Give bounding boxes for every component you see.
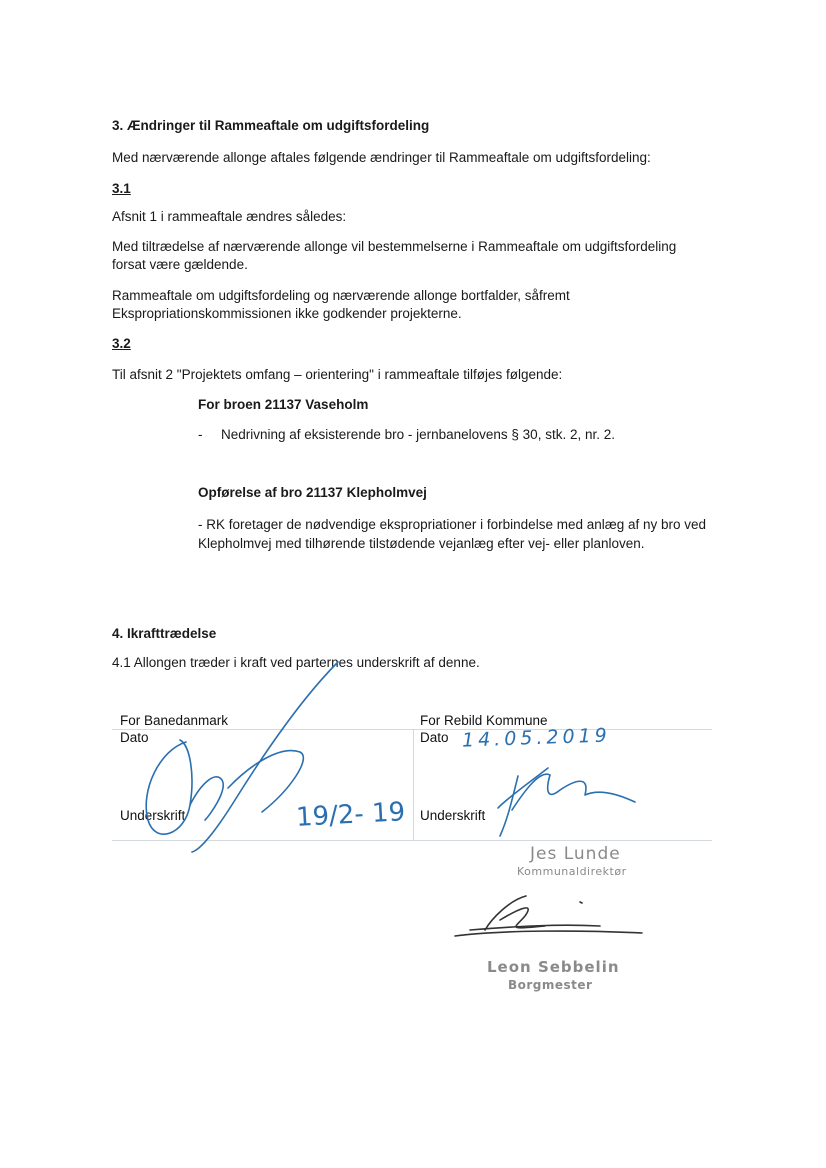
item-2-line1: - RK foretager de nødvendige ekspropriationer i forbindelse med anlæg af ny bro ved — [198, 517, 707, 532]
section-3-intro: Med nærværende allonge aftales følgende ændringer til Rammeaftale om udgiftsfordeling: — [112, 150, 651, 165]
borgmester-signature — [455, 896, 642, 936]
item-1-text: Nedrivning af eksisterende bro - jernbanelovens § 30, stk. 2, nr. 2. — [221, 427, 615, 442]
subsection-3-2-line: Til afsnit 2 "Projektets omfang – orientering" i rammeaftale tilføjes følgende: — [112, 367, 563, 382]
item-2-heading: Opførelse af bro 21137 Klepholmvej — [198, 485, 427, 500]
section-4-heading: 4. Ikrafttrædelse — [112, 626, 217, 641]
stamp-2-title: Borgmester — [508, 978, 593, 992]
subsection-3-2-label: 3.2 — [112, 336, 131, 351]
banedanmark-signature — [146, 662, 338, 852]
stamp-1-name: Jes Lunde — [530, 844, 621, 864]
subsection-3-1-para2-line1: Rammeaftale om udgiftsfordeling og nærværende allonge bortfalder, såfremt — [112, 288, 570, 303]
left-party-label: For Banedanmark — [120, 713, 229, 728]
left-signature-label: Underskrift — [120, 808, 186, 823]
rebild-signature — [498, 768, 635, 836]
right-date-label: Dato — [420, 730, 449, 745]
section-3-heading: 3. Ændringer til Rammeaftale om udgiftsfordeling — [112, 118, 430, 133]
right-signature-label: Underskrift — [420, 808, 486, 823]
subsection-3-1-para2-line2: Ekspropriationskommissionen ikke godkender projekterne. — [112, 306, 462, 321]
stamp-2-name: Leon Sebbelin — [487, 958, 620, 976]
subsection-3-1-line: Afsnit 1 i rammeaftale ændres således: — [112, 209, 347, 224]
right-party-label: For Rebild Kommune — [420, 713, 548, 728]
subsection-3-1-para1-line1: Med tiltrædelse af nærværende allonge vil bestemmelserne i Rammeaftale om udgiftsfordeling — [112, 239, 677, 254]
subsection-3-1-label: 3.1 — [112, 181, 131, 196]
subsection-3-1-para1-line2: forsat være gældende. — [112, 257, 248, 272]
left-date-label: Dato — [120, 730, 149, 745]
right-handwritten-date: 14.05.2019 — [461, 724, 612, 752]
section-4-text: 4.1 Allongen træder i kraft ved parternes underskrift af denne. — [112, 655, 480, 670]
item-2-line2: Klepholmvej med tilhørende tilstødende vejanlæg efter vej- eller planloven. — [198, 536, 645, 551]
left-handwritten-date: 19/2- 19 — [295, 797, 406, 833]
item-1-heading: For broen 21137 Vaseholm — [198, 397, 369, 412]
stamp-1-title: Kommunaldirektør — [517, 865, 627, 878]
item-1-dash: - — [198, 427, 203, 442]
